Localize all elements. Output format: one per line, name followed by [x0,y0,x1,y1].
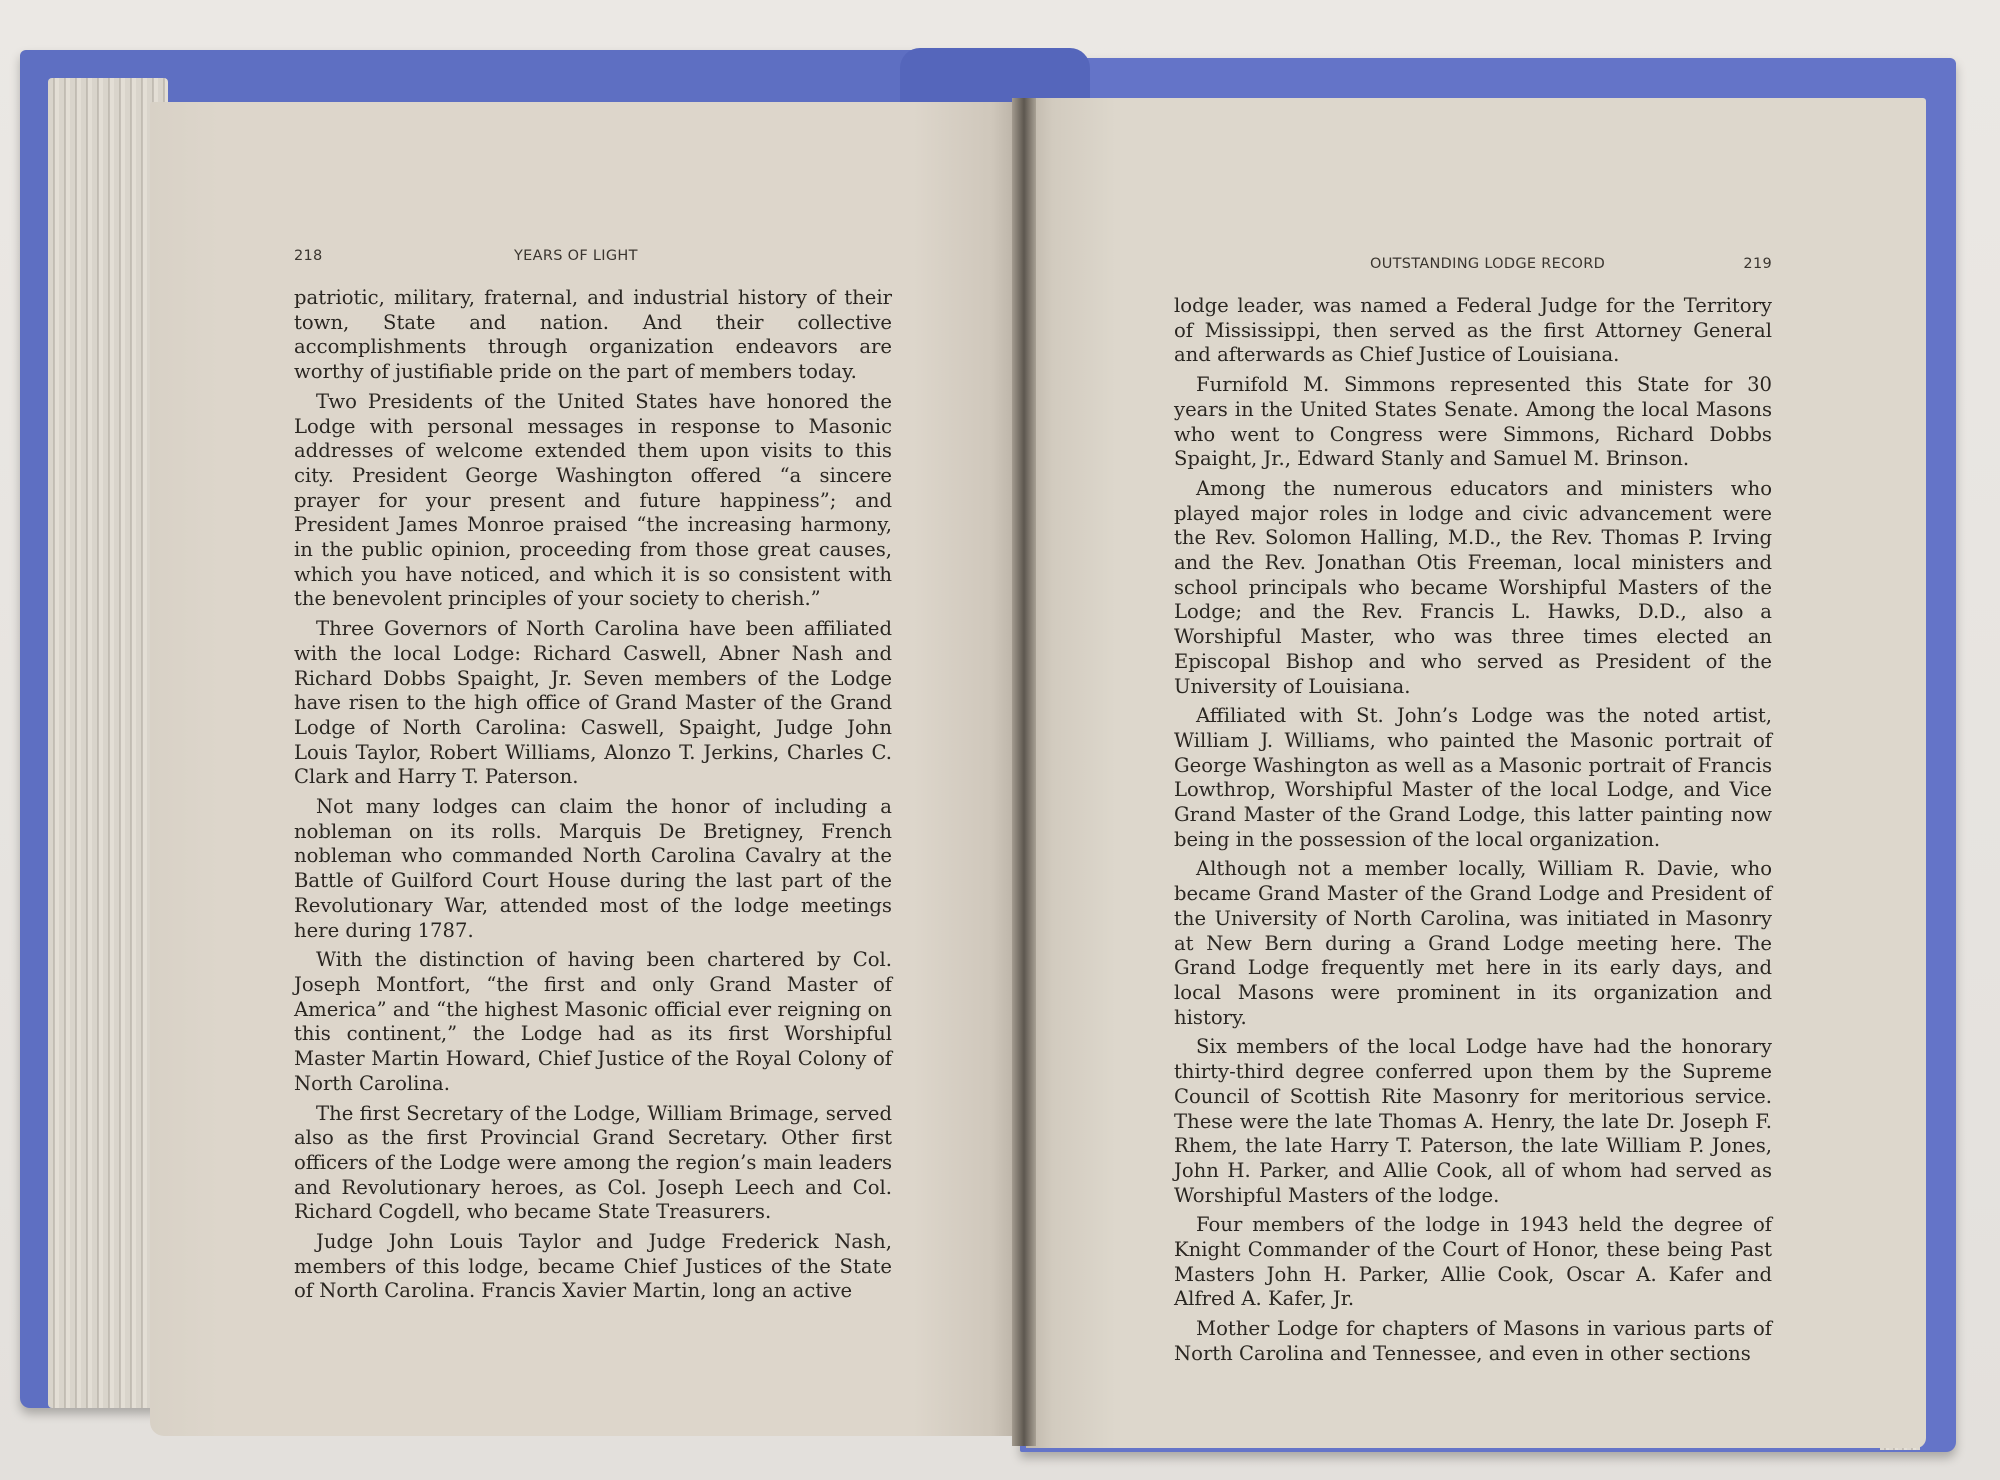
paragraph: lodge leader, was named a Federal Judge for the Territory of Mississippi, then served as the first Attorney General and afterwards as Chief Justice of Louisiana. [1174,294,1772,367]
paragraph: Not many lodges can claim the honor of including a nobleman on its rolls. Marquis De Bretigney, French nobleman who commanded North Carolina Cavalry at the Battle of Guilford Court House during the last part of the Revolutionary War, attended most of the lodge meetings here during 1787. [294,795,892,942]
paragraph: patriotic, military, fraternal, and industrial history of their town, State and nation. And their collective accomplishments through organization endeavors are worthy of justifiable pride on the part of members today. [294,286,892,384]
paragraph: Two Presidents of the United States have honored the Lodge with personal messages in response to Masonic addresses of welcome extended them upon visits to this city. President George Washington offered “a sincere prayer for your present and future happiness”; and President James Monroe praised “the increasing harmony, in the public opinion, proceeding from those great causes, which you have noticed, and which it is so consistent with the benevolent principles of your society to cherish.” [294,389,892,611]
paragraph: Furnifold M. Simmons represented this State for 30 years in the United States Senate. Among the local Masons who went to Congress were Simmons, Richard Dobbs Spaight, Jr., Edward Stanly and Samuel M. Brinson. [1174,373,1772,471]
left-page-number: 218 [294,248,323,264]
right-page-header [1174,256,1772,278]
paragraph: The first Secretary of the Lodge, William Brimage, served also as the first Provincial Grand Secretary. Other first officers of the Lodge were among the region’s main leaders and Revolutionary heroes, as Col. Joseph Leech and Col. Richard Cogdell, who became State Treasurers. [294,1101,892,1224]
right-page [1026,98,1926,1448]
left-page [150,102,1018,1436]
paragraph: Although not a member locally, William R. Davie, who became Grand Master of the Grand Lodge and President of the University of North Carolina, was initiated in Masonry at New Bern during a Grand Lodge meeting here. The Grand Lodge frequently met here in its early days, and local Masons were prominent in its organization and history. [1174,857,1772,1029]
left-running-head: YEARS OF LIGHT [514,248,638,264]
right-page-number: 219 [1743,256,1772,272]
paragraph: Four members of the lodge in 1943 held the degree of Knight Commander of the Court of Honor, these being Past Masters John H. Parker, Allie Cook, Oscar A. Kafer and Alfred A. Kafer, Jr. [1174,1213,1772,1311]
paragraph: Mother Lodge for chapters of Masons in various parts of North Carolina and Tennessee, and even in other sections [1174,1317,1772,1365]
paragraph: Affiliated with St. John’s Lodge was the noted artist, William J. Williams, who painted the Masonic portrait of George Washington as well as a Masonic portrait of Francis Lowthrop, Worshipful Master of the local Lodge, and Vice Grand Master of the Grand Lodge, this latter painting now being in the possession of the local organization. [1174,704,1772,851]
left-page-header [294,248,892,270]
book-gutter [1012,98,1036,1446]
paragraph: Three Governors of North Carolina have been affiliated with the local Lodge: Richard Caswell, Abner Nash and Richard Dobbs Spaight, Jr. Seven members of the Lodge have risen to the high office of Grand Master of the Grand Lodge of North Carolina: Caswell, Spaight, Judge John Louis Taylor, Robert Williams, Alonzo T. Jerkins, Charles C. Clark and Harry T. Paterson. [294,617,892,789]
paragraph: With the distinction of having been chartered by Col. Joseph Montfort, “the first and only Grand Master of America” and “the highest Masonic official ever reigning on this continent,” the Lodge had as its first Worshipful Master Martin Howard, Chief Justice of the Royal Colony of North Carolina. [294,948,892,1095]
right-running-head: OUTSTANDING LODGE RECORD [1370,256,1606,272]
paragraph: Judge John Louis Taylor and Judge Frederick Nash, members of this lodge, became Chief Justices of the State of North Carolina. Francis Xavier Martin, long an active [294,1230,892,1303]
paragraph: Six members of the local Lodge have had the honorary thirty-third degree conferred upon them by the Supreme Council of Scottish Rite Masonry for meritorious service. These were the late Thomas A. Henry, the late Dr. Joseph F. Rhem, the late Harry T. Paterson, the late William P. Jones, John H. Parker, and Allie Cook, all of whom had served as Worshipful Masters of the lodge. [1174,1035,1772,1207]
right-page-body [1174,294,1772,1367]
left-page-body [294,286,892,1304]
paragraph: Among the numerous educators and ministers who played major roles in lodge and civic advancement were the Rev. Solomon Halling, M.D., the Rev. Thomas P. Irving and the Rev. Jonathan Otis Freeman, local ministers and school principals who became Worshipful Masters of the Lodge; and the Rev. Francis L. Hawks, D.D., also a Worshipful Master, who was three times elected an Episcopal Bishop and who served as President of the University of Louisiana. [1174,476,1772,698]
book-spine [900,48,1090,102]
